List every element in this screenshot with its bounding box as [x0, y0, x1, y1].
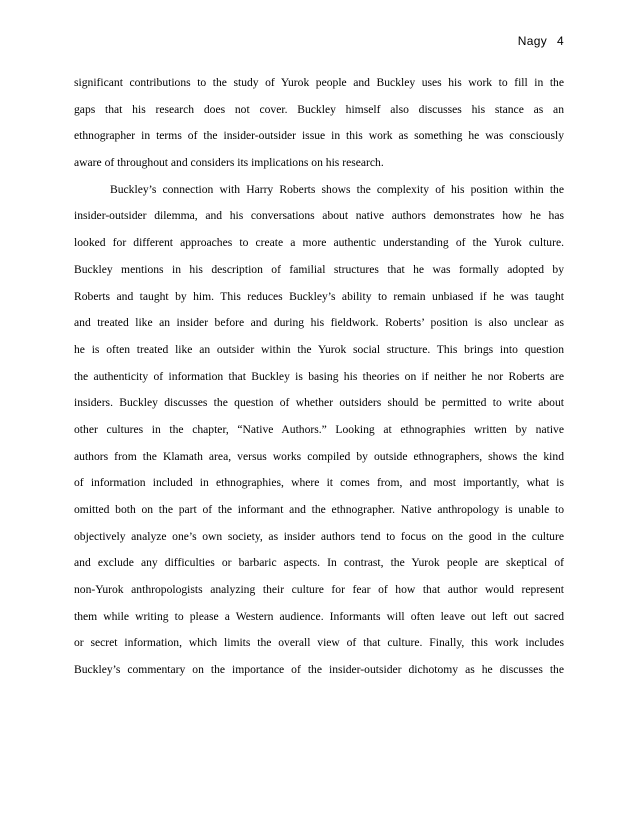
text-line: insiders. Buckley discusses the question of whether outsiders should be permitted to write about: [74, 396, 564, 410]
text-line: Roberts and taught by him. This reduces Buckley’s ability to remain unbiased if he was taught: [74, 289, 564, 303]
text-line: objectively analyze one’s own society, as insider authors tend to focus on the good in the culture: [74, 529, 564, 543]
text-line: looked for different approaches to create a more authentic understanding of the Yurok culture.: [74, 236, 564, 250]
text-line: Buckley mentions in his description of familial structures that he was formally adopted by: [74, 262, 564, 276]
text-line: of information included in ethnographies, where it comes from, and most importantly, what is: [74, 476, 564, 490]
text-line: he is often treated like an outsider within the Yurok social structure. This brings into question: [74, 342, 564, 356]
text-line: insider-outsider dilemma, and his conversations about native authors demonstrates how he has: [74, 209, 564, 223]
text-line: them while writing to please a Western audience. Informants will often leave out left out sacred: [74, 609, 564, 623]
page-number: 4: [557, 34, 564, 48]
text-line: and treated like an insider before and during his fieldwork. Roberts’ position is also unclear as: [74, 316, 564, 330]
text-line: or secret information, which limits the overall view of that culture. Finally, this work includes: [74, 636, 564, 650]
text-line: the authenticity of information that Buckley is basing his theories on if neither he nor Roberts are: [74, 369, 564, 383]
document-body: [74, 70, 564, 684]
header-author: Nagy: [517, 34, 548, 48]
text-line: and exclude any difficulties or barbaric aspects. In contrast, the Yurok people are skeptical of: [74, 556, 564, 570]
text-line: non-Yurok anthropologists analyzing their culture for fear of how that author would represent: [74, 583, 564, 597]
running-header: [518, 34, 564, 48]
text-line: authors from the Klamath area, versus works compiled by outside ethnographers, shows the kind: [74, 449, 564, 463]
text-line: aware of throughout and considers its implications on his research.: [74, 156, 384, 170]
text-line: ethnographer in terms of the insider-outsider issue in this work as something he was consciously: [74, 129, 564, 143]
text-line: significant contributions to the study of Yurok people and Buckley uses his work to fill in the: [74, 76, 564, 89]
text-line: gaps that his research does not cover. Buckley himself also discusses his stance as an: [74, 102, 564, 116]
text-line: other cultures in the chapter, “Native Authors.” Looking at ethnographies written by native: [74, 422, 564, 436]
text-line: omitted both on the part of the informant and the ethnographer. Native anthropology is unable to: [74, 503, 564, 516]
text-line: Buckley’s connection with Harry Roberts shows the complexity of his position within the: [110, 182, 564, 196]
text-line: Buckley’s commentary on the importance of the insider-outsider dichotomy as he discusses the: [74, 663, 564, 677]
